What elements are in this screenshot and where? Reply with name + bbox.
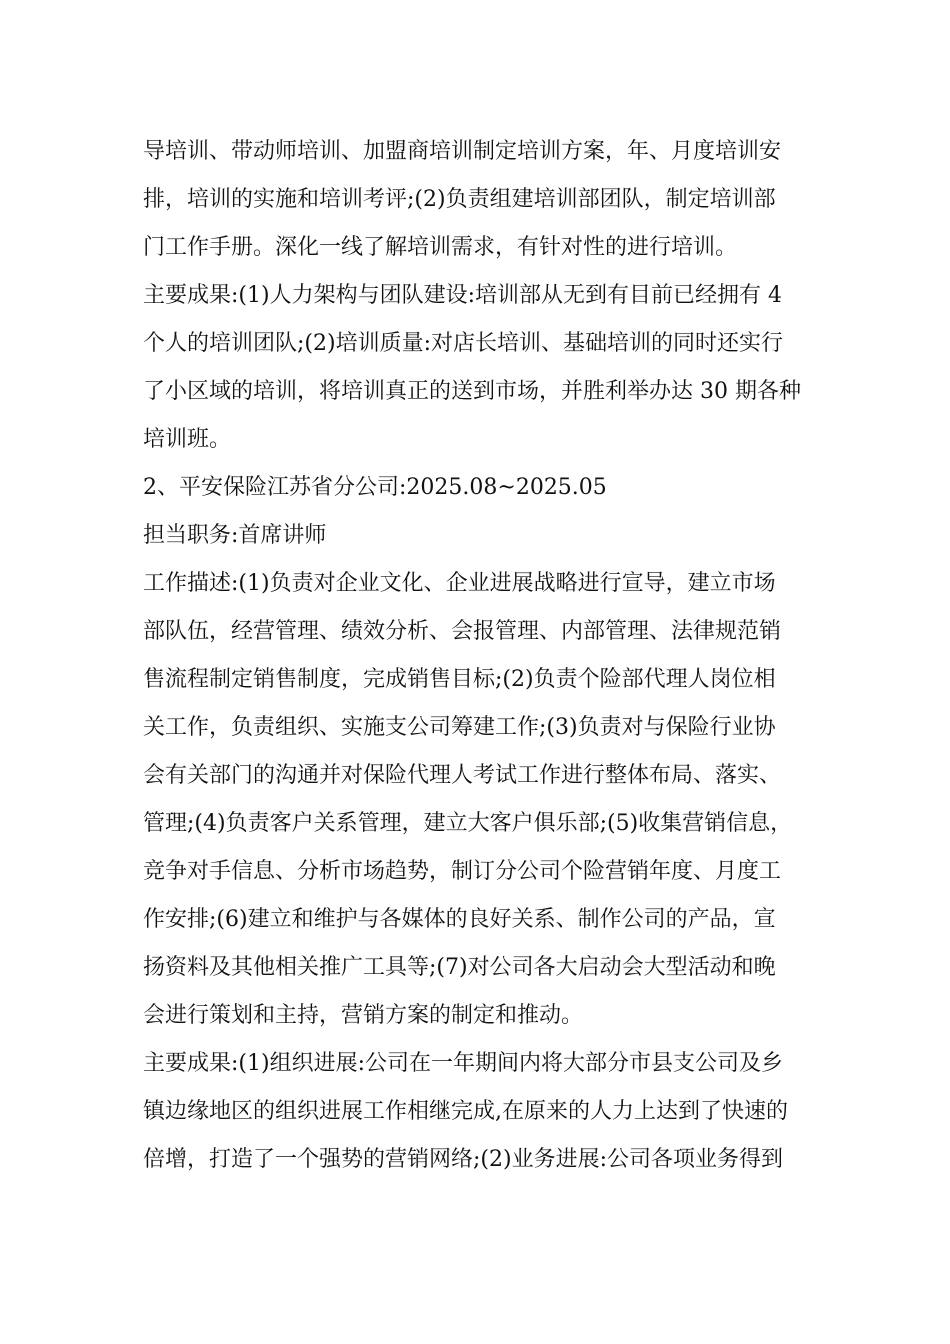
- text-line: 主要成果:(1)人力架构与团队建设:培训部从无到有目前已经拥有 4: [143, 283, 782, 308]
- text-line: 2、平安保险江苏省分公司:2025.08~2025.05: [143, 475, 607, 500]
- paragraph-company-heading: [143, 464, 823, 512]
- document-page: [143, 128, 823, 1184]
- text-line: 关工作，负责组织、实施支公司筹建工作;(3)负责对与保险行业协: [143, 715, 776, 740]
- paragraph-position: [143, 512, 823, 560]
- text-line: 作安排;(6)建立和维护与各媒体的良好关系、制作公司的产品，宣: [143, 907, 776, 932]
- text-line: 导培训、带动师培训、加盟商培训制定培训方案，年、月度培训安: [143, 139, 782, 164]
- text-line: 排，培训的实施和培训考评;(2)负责组建培训部团队，制定培训部: [143, 187, 776, 212]
- text-line: 会有关部门的沟通并对保险代理人考试工作进行整体布局、落实、: [143, 763, 782, 788]
- text-line: 会进行策划和主持，营销方案的制定和推动。: [143, 1003, 584, 1028]
- text-line: 主要成果:(1)组织进展:公司在一年期间内将大部分市县支公司及乡: [143, 1051, 783, 1076]
- text-line: 镇边缘地区的组织进展工作相继完成,在原来的人力上达到了快速的: [143, 1099, 788, 1124]
- text-line: 工作描述:(1)负责对企业文化、企业进展战略进行宣导，建立市场: [143, 571, 776, 596]
- text-line: 培训班。: [143, 427, 232, 452]
- text-line: 个人的培训团队;(2)培训质量:对店长培训、基础培训的同时还实行: [143, 331, 783, 356]
- text-line: 倍增，打造了一个强势的营销网络;(2)业务进展:公司各项业务得到: [143, 1147, 783, 1172]
- text-line: 管理;(4)负责客户关系管理，建立大客户俱乐部;(5)收集营销信息，: [143, 811, 793, 836]
- paragraph-job-description: [143, 560, 823, 1040]
- paragraph-training-achievements: [143, 272, 823, 464]
- text-line: 门工作手册。深化一线了解培训需求，有针对性的进行培训。: [143, 235, 738, 260]
- text-line: 部队伍，经营管理、绩效分析、会报管理、内部管理、法律规范销: [143, 619, 782, 644]
- text-line: 竞争对手信息、分析市场趋势，制订分公司个险营销年度、月度工: [143, 859, 782, 884]
- text-line: 扬资料及其他相关推广工具等;(7)对公司各大启动会大型活动和晚: [143, 955, 776, 980]
- paragraph-training-duties: [143, 128, 823, 272]
- text-line: 售流程制定销售制度，完成销售目标;(2)负责个险部代理人岗位相: [143, 667, 776, 692]
- paragraph-main-achievements: [143, 1040, 823, 1184]
- text-line: 担当职务:首席讲师: [143, 523, 327, 548]
- text-line: 了小区域的培训，将培训真正的送到市场，并胜利举办达 30 期各种: [143, 379, 801, 404]
